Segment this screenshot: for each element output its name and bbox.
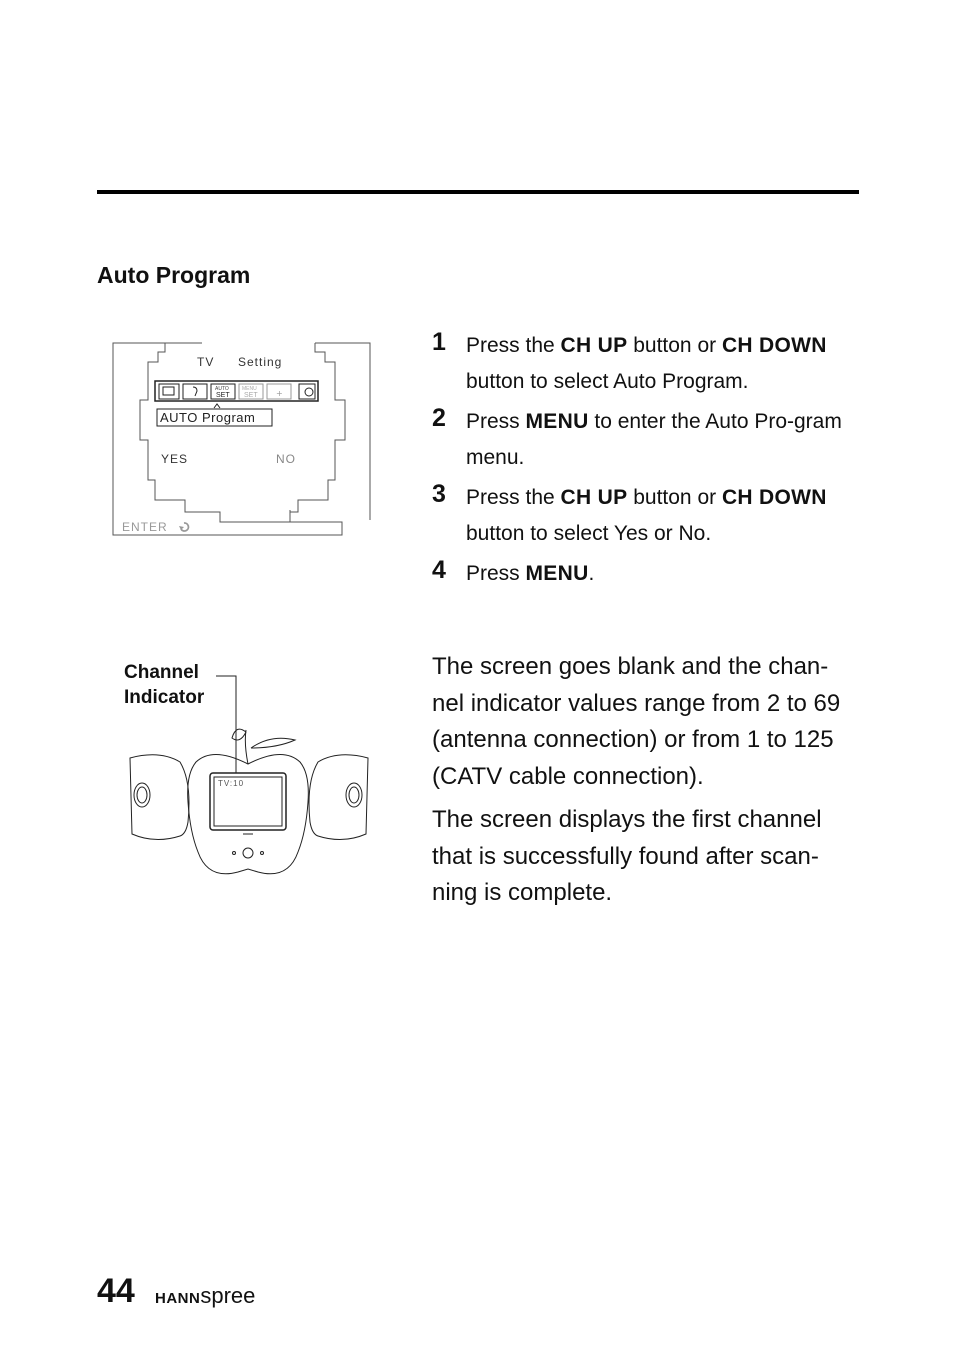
callout-line-2: Indicator [124,687,205,708]
osd-title-right: Setting [238,355,283,369]
auto-set-icon [211,384,235,399]
step-1: 1 Press the CH UP button or CH DOWN button to select Auto Program. [432,328,862,400]
callout-line-1: Channel [124,662,199,683]
channel-indicator-callout [124,660,204,710]
osd-option-no: NO [276,452,296,466]
section-title: Auto Program [97,262,251,288]
arrow-icon [267,384,291,399]
menu-set-top: MENU [242,386,257,392]
svg-text:+: + [276,389,283,398]
header-rule [97,190,859,194]
step-number: 3 [432,480,446,508]
body-paragraph-1: The screen goes blank and the chan-nel indicator values range from 2 to 69 (antenna connection) or from 1 to 125 (CATV cable connection). [432,653,841,790]
body-paragraph-2: The screen displays the first channel that is successfully found after scan-ning is complete. [432,806,822,906]
step-list [432,328,862,596]
step-3: 3 Press the CH UP button or CH DOWN button to select Yes or No. [432,480,862,552]
osd-option-yes: YES [161,452,189,466]
menu-set-bottom: SET [244,392,258,399]
tv-icon [159,384,179,399]
menu-set-icon [239,384,263,399]
step-2: 2 Press MENU to enter the Auto Pro-gram menu. [432,404,862,476]
tools-icon [183,384,207,399]
step-number: 2 [432,404,446,432]
device-screen-text: TV:10 [218,779,245,788]
osd-selected-item: AUTO Program [160,410,256,425]
osd-menu-illustration [110,340,375,540]
step-4: 4 Press MENU. [432,556,862,592]
step-number: 1 [432,328,446,356]
osd-enter-label: ENTER [122,520,168,534]
auto-set-top: AUTO [215,386,229,392]
brand-logo: HANNspree [155,1283,256,1308]
osd-title-left: TV [197,355,215,369]
exit-icon [299,384,315,399]
step-number: 4 [432,556,446,584]
auto-set-bottom: SET [216,392,230,399]
enter-icon [179,523,188,531]
page-number: 44 [97,1272,135,1310]
